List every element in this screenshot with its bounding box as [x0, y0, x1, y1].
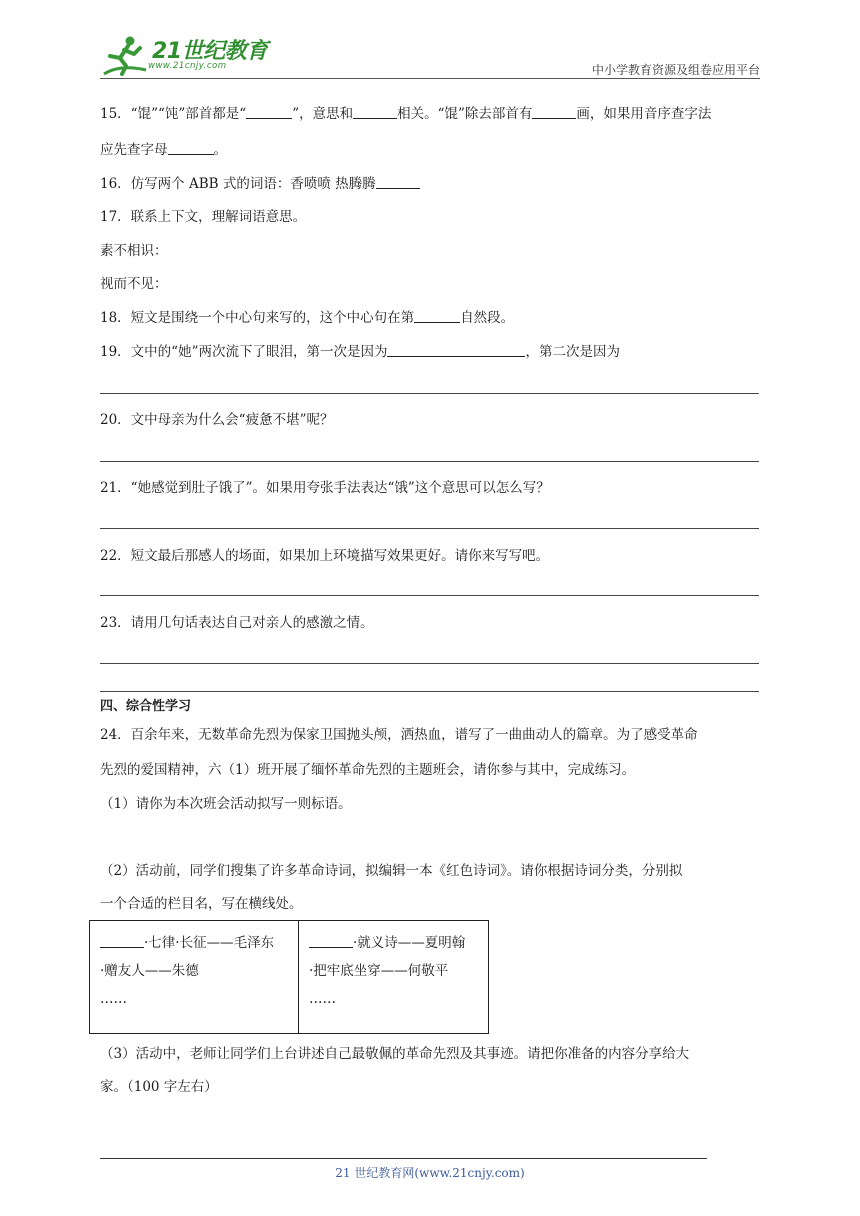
q15-text-b: ”，意思和	[292, 106, 354, 122]
q19-text-b: ，第二次是因为	[525, 344, 620, 360]
q17-item-b: 视而不见：	[100, 276, 168, 292]
q24-part-1: （1）请你为本次班会活动拟写一则标语。	[100, 796, 352, 812]
q18-text-a: 18．短文是围绕一个中心句来写的，这个中心句在第	[100, 310, 415, 326]
left-poem-1: ·七律·长征——毛泽东	[144, 935, 275, 951]
logo-title: 21世纪教育	[152, 39, 268, 64]
footer-text: 21 世纪教育网(www.21cnjy.com)	[335, 1166, 525, 1180]
answer-line[interactable]	[100, 461, 759, 462]
question-22: 22．短文最后那感人的场面，如果加上环境描写效果更好。请你来写写吧。	[100, 548, 550, 564]
question-15-line-1	[100, 104, 711, 124]
answer-line[interactable]	[100, 393, 759, 394]
left-ellipsis: ……	[100, 991, 127, 1007]
q17-item-a: 素不相识：	[100, 243, 168, 259]
answer-blank[interactable]	[532, 104, 576, 119]
right-poem-1: ·就义诗——夏明翰	[353, 935, 466, 951]
question-16	[100, 174, 420, 194]
page-header	[100, 34, 760, 80]
question-24-line-2: 先烈的爱国精神，六（1）班开展了缅怀革命先烈的主题班会，请你参与其中，完成练习。	[100, 762, 636, 778]
question-21: 21．“她感觉到肚子饿了”。如果用夸张手法表达“饿”这个意思可以怎么写？	[100, 480, 550, 496]
q24-part-2-line-1: （2）活动前，同学们搜集了许多革命诗词，拟编辑一本《红色诗词》。请你根据诗词分类，分别拟	[100, 863, 683, 879]
right-ellipsis: ……	[309, 991, 336, 1007]
q15-text-c: 相关。“馄”除去部首有	[397, 106, 533, 122]
logo-url: www.21cnjy.com	[148, 61, 227, 71]
answer-line[interactable]	[100, 528, 759, 529]
answer-blank[interactable]	[309, 933, 353, 948]
question-19	[100, 342, 620, 362]
answer-blank[interactable]	[100, 933, 144, 948]
left-poem-2: ·赠友人——朱德	[100, 963, 199, 979]
q15-text-a: 15．“馄”“饨”部首都是“	[100, 106, 247, 122]
q24-part-3-line-2: 家。（100 字左右）	[100, 1079, 218, 1095]
answer-blank[interactable]	[414, 308, 460, 323]
answer-blank[interactable]	[353, 104, 397, 119]
answer-blank[interactable]	[246, 104, 292, 119]
q18-text-b: 自然段。	[460, 310, 515, 326]
footer-divider	[100, 1158, 707, 1159]
answer-blank[interactable]	[168, 140, 214, 155]
logo	[100, 34, 270, 78]
poem-category-table	[89, 920, 489, 1034]
answer-line[interactable]	[100, 595, 759, 596]
runner-logo-icon	[100, 34, 150, 78]
q16-text: 16．仿写两个 ABB 式的词语：香喷喷 热腾腾	[100, 176, 376, 192]
question-15-line-2	[100, 140, 227, 160]
q19-text-a: 19．文中的“她”两次流下了眼泪，第一次是因为	[100, 344, 388, 360]
answer-blank[interactable]	[376, 174, 420, 189]
q24-part-2-line-2: 一个合适的栏目名，写在横线处。	[100, 896, 303, 912]
table-cell-right	[299, 921, 489, 1034]
q15-text-e: 应先查字母	[100, 142, 168, 158]
q15-text-d: 画，如果用音序查字法	[576, 106, 712, 122]
answer-line[interactable]	[100, 691, 759, 692]
question-18	[100, 308, 514, 328]
question-17: 17．联系上下文，理解词语意思。	[100, 209, 307, 225]
q24-part-3-line-1: （3）活动中，老师让同学们上台讲述自己最敬佩的革命先烈及其事迹。请把你准备的内容分享给大	[100, 1046, 690, 1062]
question-20: 20．文中母亲为什么会“疲惫不堪”呢？	[100, 412, 334, 428]
question-24-line-1: 24．百余年来，无数革命先烈为保家卫国抛头颅，洒热血，谱写了一曲曲动人的篇章。为了感受革命	[100, 727, 698, 743]
answer-blank[interactable]	[387, 342, 525, 357]
header-platform-text: 中小学教育资源及组卷应用平台	[591, 63, 760, 77]
right-row-1	[309, 929, 480, 957]
q15-text-f: 。	[213, 142, 227, 158]
left-row-1	[100, 929, 290, 957]
right-poem-2: ·把牢底坐穿——何敬平	[309, 963, 449, 979]
question-23: 23．请用几句话表达自己对亲人的感激之情。	[100, 615, 374, 631]
section-heading: 四、综合性学习	[100, 699, 192, 714]
answer-line[interactable]	[100, 663, 759, 664]
header-divider	[100, 78, 760, 79]
table-cell-left	[90, 921, 299, 1034]
